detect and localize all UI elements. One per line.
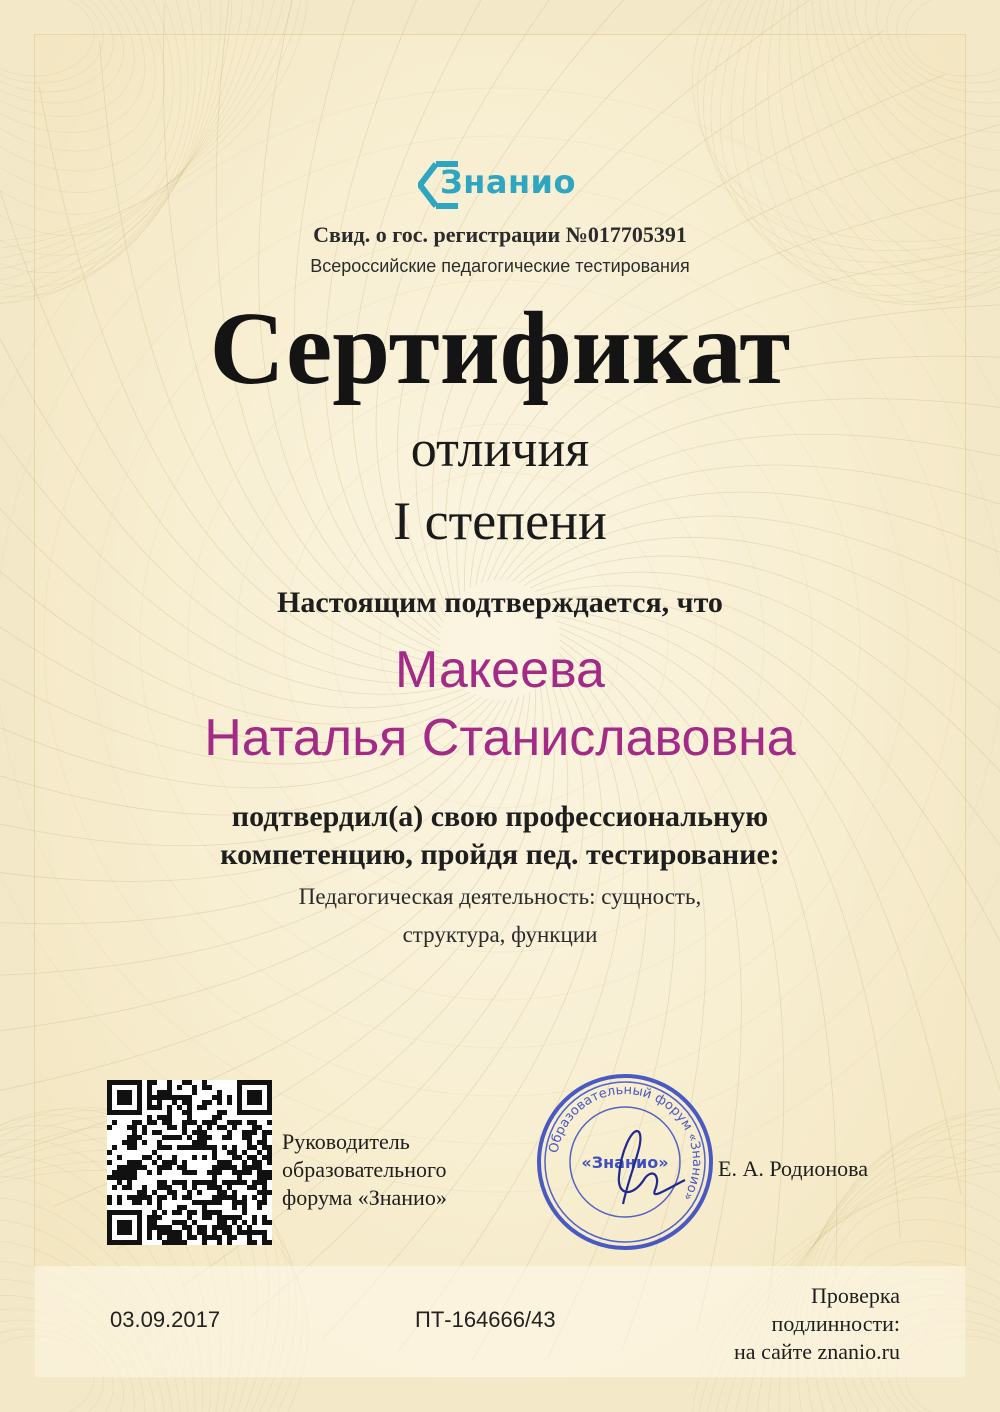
- logo-wordmark: Знанио: [440, 163, 576, 201]
- official-stamp-icon: [535, 1072, 715, 1252]
- director-title: [282, 1128, 447, 1212]
- director-line-3: форума «Знанио»: [282, 1185, 447, 1210]
- confirm-text: Настоящим подтверждается, что: [277, 586, 723, 619]
- recipient-name: Наталья Станиславовна: [204, 709, 796, 767]
- issue-date: 03.09.2017: [110, 1307, 221, 1332]
- certificate-title: Сертификат: [209, 291, 791, 406]
- check-line-3[interactable]: на сайте znanio.ru: [734, 1339, 900, 1364]
- stamp-center-text: «Знанио»: [581, 1153, 669, 1172]
- body-text-line-2: компетенцию, пройдя пед. тестирование:: [220, 838, 780, 871]
- test-topic-line-1: Педагогическая деятельность: сущность,: [298, 884, 702, 909]
- qr-code-icon[interactable]: [107, 1080, 272, 1245]
- certificate-subtitle-2: I степени: [393, 491, 607, 551]
- check-line-2: подлинности:: [771, 1311, 900, 1336]
- test-topic-line-2: структура, функции: [402, 922, 598, 947]
- body-text-line-1: подтвердил(а) свою профессиональную: [231, 800, 769, 833]
- check-line-1: Проверка: [810, 1283, 900, 1308]
- director-line-2: образовательного: [282, 1157, 447, 1182]
- authenticity-check: [640, 1282, 900, 1366]
- certificate-subtitle-1: отличия: [410, 421, 590, 478]
- header-subtitle: Всероссийские педагогические тестирования: [310, 256, 690, 276]
- registration-number: Свид. о гос. регистрации №017705391: [313, 222, 687, 247]
- certificate-number: ПТ-164666/43: [415, 1307, 556, 1332]
- svg-text:Образовательный форум «Знанио»: [547, 1083, 704, 1203]
- stamp-outer-text: Образовательный форум «Знанио»: [546, 1082, 705, 1204]
- signer-name: Е. А. Родионова: [718, 1156, 868, 1181]
- recipient-surname: Макеева: [395, 641, 605, 699]
- director-line-1: Руководитель: [282, 1129, 410, 1154]
